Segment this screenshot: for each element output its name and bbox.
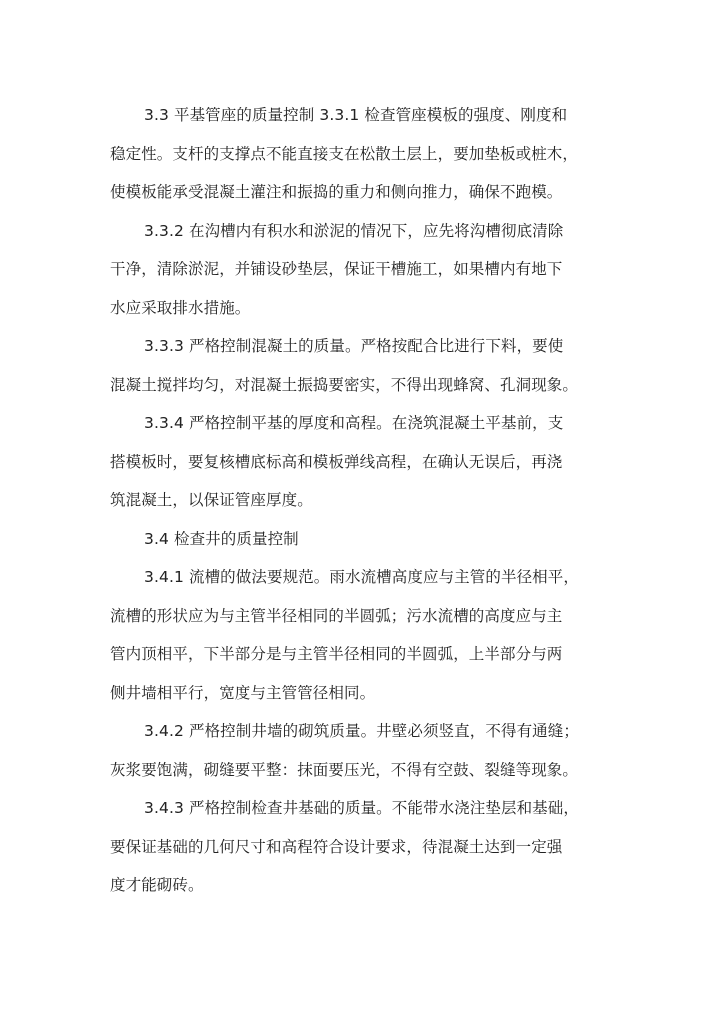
paragraph-3-3-line-3: 使模板能承受混凝土灌注和振捣的重力和侧向推力，确保不跑模。: [110, 183, 563, 201]
paragraph-3-4-1-line-4: 侧井墙相平行，宽度与主管管径相同。: [110, 683, 376, 702]
paragraph-3-4-2-line-1: 3.4.2 严格控制井墙的砌筑质量。井壁必须竖直，不得有通缝；: [144, 722, 579, 740]
paragraph-3-3-3-line-2: 混凝土搅拌均匀，对混凝土振捣要密实，不得出现蜂窝、孔洞现象。: [110, 375, 579, 394]
paragraph-3-4-1-line-3: 管内顶相平，下半部分是与主管半径相同的半圆弧，上半部分与两: [110, 645, 563, 663]
paragraph-3-3-4-line-1: 3.3.4 严格控制平基的厚度和高程。在浇筑混凝土平基前，支: [144, 414, 564, 432]
paragraph-3-4-2-line-2: 灰浆要饱满，砌缝要平整：抹面要压光，不得有空鼓、裂缝等现象。: [110, 760, 579, 779]
paragraph-3-3-line-2: 稳定性。支杆的支撑点不能直接支在松散土层上，要加垫板或桩木，: [110, 144, 579, 163]
paragraph-3-3-2-line-1: 3.3.2 在沟槽内有积水和淤泥的情况下，应先将沟槽彻底清除: [144, 221, 564, 240]
paragraph-3-3-2-line-3: 水应采取排水措施。: [110, 298, 251, 317]
paragraph-3-4-3-line-3: 度才能砌砖。: [110, 876, 204, 894]
paragraph-3-3-4-line-3: 筑混凝土，以保证管座厚度。: [110, 491, 313, 509]
paragraph-3-4-3-line-1: 3.4.3 严格控制检查井基础的质量。不能带水浇注垫层和基础，: [144, 799, 579, 817]
paragraph-3-4-3-line-2: 要保证基础的几何尺寸和高程符合设计要求，待混凝土达到一定强: [110, 837, 563, 856]
paragraph-3-3-2-line-2: 干净，清除淤泥，并铺设砂垫层，保证干槽施工，如果槽内有地下: [110, 260, 563, 278]
paragraph-3-3-3-line-1: 3.3.3 严格控制混凝土的质量。严格按配合比进行下料，要使: [144, 337, 564, 355]
paragraph-3-3-line-1: 3.3 平基管座的质量控制 3.3.1 检查管座模板的强度、刚度和: [144, 106, 568, 124]
section-heading-3-4: 3.4 检查井的质量控制: [144, 529, 299, 548]
paragraph-3-4-1-line-2: 流槽的形状应为与主管半径相同的半圆弧；污水流槽的高度应与主: [110, 606, 563, 625]
document-body: [110, 96, 610, 905]
paragraph-3-4-1-line-1: 3.4.1 流槽的做法要规范。雨水流槽高度应与主管的半径相平，: [144, 568, 579, 586]
paragraph-3-3-4-line-2: 搭模板时，要复核槽底标高和模板弹线高程，在确认无误后，再浇: [110, 452, 563, 471]
